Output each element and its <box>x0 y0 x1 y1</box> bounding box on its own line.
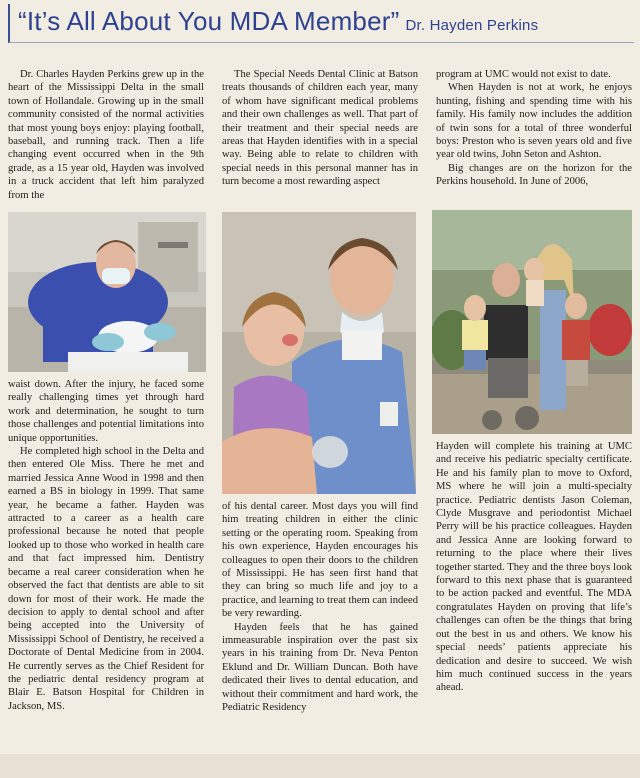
col2-paragraph-1: The Special Needs Dental Clinic at Batson treats thousands of children each year, many of whom have significant medical problems and their own challenges as well. That part of their treatment and their special needs are areas that Hayden identifies with in a special way. Being able to relate to children with special needs in this personal manner has in turn become a most rewarding aspect <box>222 69 418 188</box>
col1-top-text <box>8 68 204 202</box>
photo-perkins-family <box>432 210 632 434</box>
col3-bottom-text <box>436 440 632 695</box>
col3-paragraph-4: Hayden will complete his training at UMC and receive his pediatric specialty certificate. He and his family plan to move to Oxford, MS where he will join a multi-specialty practice. Pediatric dentists Jason Coleman, Clyde Musgrave and periodontist Michael Perry will be his practice colleagues. Hayden and Jessica Anne are looking forward to returning to the place where their lives together started. They and the three boys look forward to this next phase that is guaranteed to be action packed and eventful. The MDA congratulates Hayden on proving that life’s challenges can often be the things that bring out the best in us and others. We know his special needs’ patients appreciate his dedication and desire to succeed. We wish him much continued success in the years ahead. <box>436 441 632 694</box>
byline: Dr. Hayden Perkins <box>405 17 539 34</box>
page-bottom-margin <box>0 754 640 778</box>
photo-dentist-with-child <box>222 212 416 494</box>
col1-paragraph-3: He completed high school in the Delta and then entered Ole Miss. There he met and married Jessica Anne Wood in 1998 and then earned a BS in biology in 1999. That same year, he became a father. Hayden was attracted to a career as a health care professional because he noted that people looked up to those who worked in health care and that fact impressed him. Dentistry became a real career consideration when he observed the fact that dentists are able to sit down for most of their work. He made the decision to apply to dental school and after being accepted into the University of Mississippi School of Dentistry, he received a Doctorate of Dental Medicine from in 2004. He currently serves as the Chief Resident for the pediatric dental residency program at Blair E. Batson Hospital for Children in Jackson, MS. <box>8 446 204 712</box>
photo-dentist-at-work <box>8 212 206 372</box>
col2-bottom-text <box>222 500 418 715</box>
col2-paragraph-3: Hayden feels that he has gained immeasurable inspiration over the past six years in his training from Dr. Neva Penton Eklund and Dr. William Duncan. Both have dedicated their lives to dental education, and without their commitment and hard work, the Pediatric Residency <box>222 621 418 714</box>
col1-paragraph-2: waist down. After the injury, he faced some really challenging times yet through hard work and determination, he sought to turn those challenges and potential limitations into unique opportunities. <box>8 379 204 444</box>
col2-top-text <box>222 68 418 189</box>
col3-paragraph-2: When Hayden is not at work, he enjoys hunting, fishing and spending time with his family. His family now includes the addition of twin sons for a total of three wonderful boys: Preston who is seven years old and five year old twins, John Seton and Ashton. <box>436 82 632 161</box>
col3-top-text <box>436 68 632 189</box>
col3-paragraph-3: Big changes are on the horizon for the Perkins household. In June of 2006, <box>436 162 632 188</box>
headline-text: “It’s All About You MDA Member” <box>18 6 400 36</box>
col1-paragraph-1: Dr. Charles Hayden Perkins grew up in the heart of the Mississippi Delta in the small town of Hollandale. Growing up in the small community consisted of the normal activities that most young boys enjoy: playing football, baseball, and running track. Then a life changing event occurred when in the 9th grade, as a 15 year old, Hayden was involved in a truck accident that left him paralyzed from the <box>8 69 204 201</box>
col3-paragraph-1: program at UMC would not exist to date. <box>436 69 611 80</box>
col1-bottom-text <box>8 378 204 713</box>
col2-paragraph-2: of his dental career. Most days you will find him treating children in either the clinic setting or the operating room. Speaking from his own experience, Hayden encourages his colleagues to open their doors to the children of Mississippi. He has seen first hand that they can bring so much life and joy to a practice, and learning to treat them can indeed be very rewarding. <box>222 501 418 620</box>
article-header <box>8 4 634 43</box>
article-headline <box>18 6 538 37</box>
